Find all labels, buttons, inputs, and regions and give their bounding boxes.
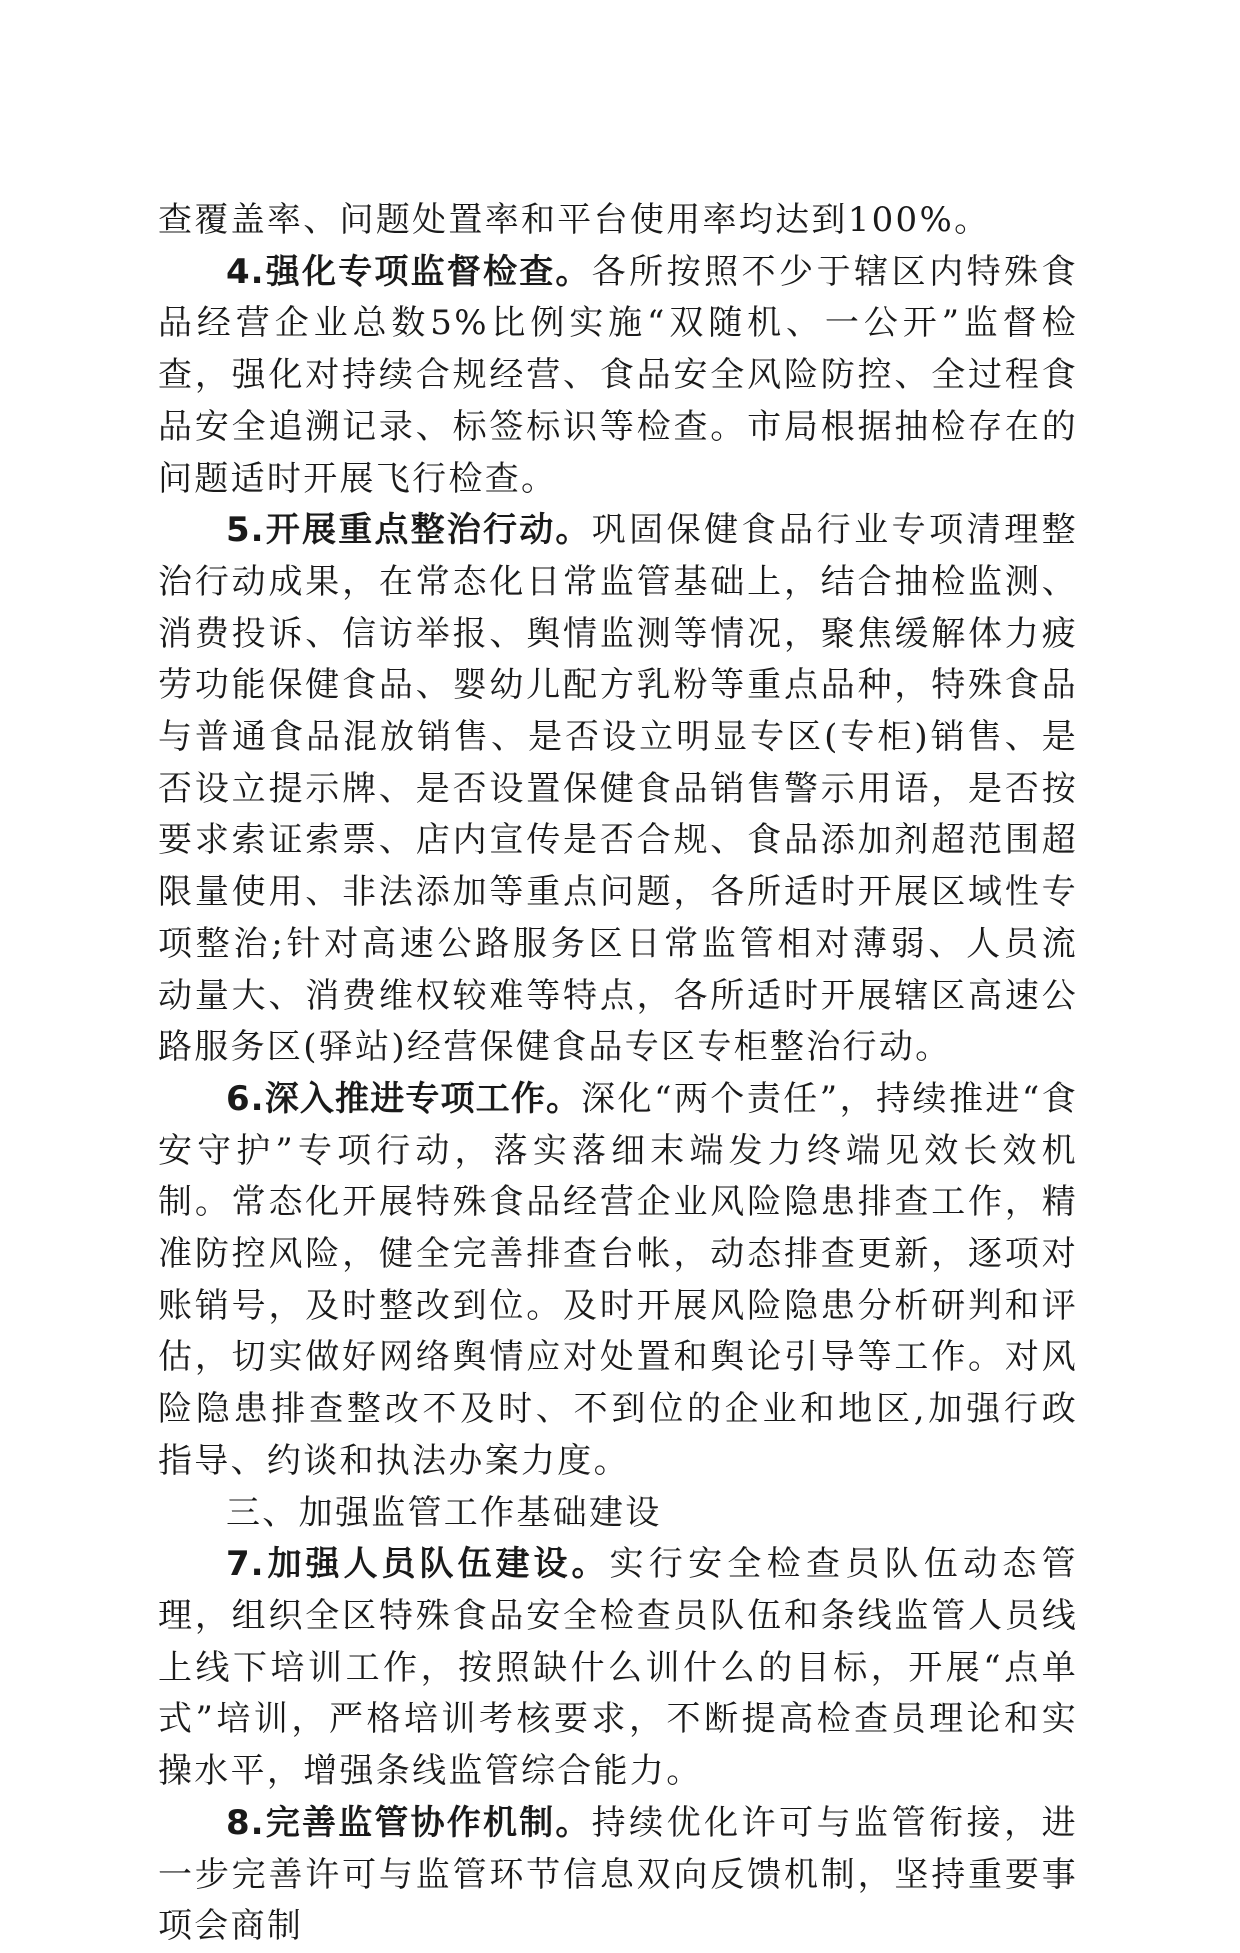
paragraph-heading: 6.深入推进专项工作。 xyxy=(226,1078,582,1119)
section-heading: 三、加强监管工作基础建设 xyxy=(226,1492,662,1533)
paragraph-text: 查覆盖率、问题处置率和平台使用率均达到100%。 xyxy=(158,200,991,240)
paragraph-heading: 7.加强人员队伍建设。 xyxy=(226,1544,610,1585)
paragraph-item-8 xyxy=(158,1798,1078,1953)
paragraph-heading: 8.完善监管协作机制。 xyxy=(226,1802,592,1843)
paragraph-heading: 5.开展重点整治行动。 xyxy=(226,510,592,551)
paragraph-item-4 xyxy=(158,247,1078,506)
paragraph-text: 深化“两个责任”，持续推进“食安守护”专项行动，落实落细末端发力终端见效长效机制。常态化开展特殊食品经营企业风险隐患排查工作，精准防控风险，健全完善排查台帐，动态排查更新，逐项对账销号，及时整改到位。及时开展风险隐患分析研判和评估，切实做好网络舆情应对处置和舆论引导等工作。对风险隐患排查整改不及时、不到位的企业和地区,加强行政指导、约谈和执法办案力度。 xyxy=(158,1078,1078,1481)
document-body xyxy=(158,195,1078,1953)
paragraph-item-6 xyxy=(158,1074,1078,1488)
paragraph-heading: 4.强化专项监督检查。 xyxy=(226,251,592,292)
paragraph-continuation xyxy=(158,195,1078,247)
paragraph-text: 巩固保健食品行业专项清理整治行动成果，在常态化日常监管基础上，结合抽检监测、消费投诉、信访举报、舆情监测等情况，聚焦缓解体力疲劳功能保健食品、婴幼儿配方乳粉等重点品种，特殊食品与普通食品混放销售、是否设立明显专区(专柜)销售、是否设立提示牌、是否设置保健食品销售警示用语，是否按要求索证索票、店内宣传是否合规、食品添加剂超范围超限量使用、非法添加等重点问题，各所适时开展区域性专项整治;针对高速公路服务区日常监管相对薄弱、人员流动量大、消费维权较难等特点，各所适时开展辖区高速公路服务区(驿站)经营保健食品专区专柜整治行动。 xyxy=(158,510,1078,1068)
paragraph-item-5 xyxy=(158,505,1078,1074)
paragraph-text: 各所按照不少于辖区内特殊食品经营企业总数5%比例实施“双随机、一公开”监督检查，强化对持续合规经营、食品安全风险防控、全过程食品安全追溯记录、标签标识等检查。市局根据抽检存在的问题适时开展飞行检查。 xyxy=(158,251,1078,499)
paragraph-item-7 xyxy=(158,1539,1078,1798)
paragraph-text: 持续优化许可与监管衔接，进一步完善许可与监管环节信息双向反馈机制，坚持重要事项会商制 xyxy=(158,1802,1078,1947)
paragraph-text: 实行安全检查员队伍动态管理，组织全区特殊食品安全检查员队伍和条线监管人员线上线下培训工作，按照缺什么训什么的目标，开展“点单式”培训，严格培训考核要求，不断提高检查员理论和实操水平，增强条线监管综合能力。 xyxy=(158,1544,1078,1792)
